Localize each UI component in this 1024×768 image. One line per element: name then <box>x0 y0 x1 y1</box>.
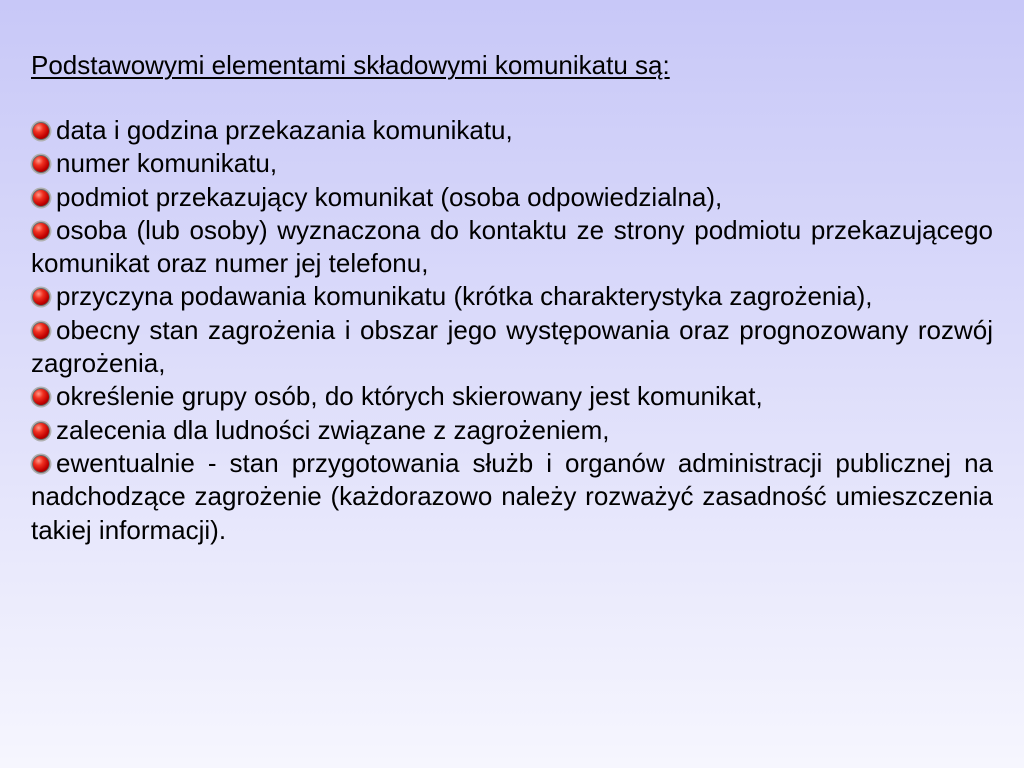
slide-heading: Podstawowymi elementami składowymi komunikatu są: <box>31 50 670 80</box>
list-item-text: przyczyna podawania komunikatu (krótka charakterystyka zagrożenia), <box>56 281 873 312</box>
bullet-list <box>31 114 993 547</box>
red-ball-bullet-icon <box>32 422 50 440</box>
list-item <box>31 214 993 281</box>
red-ball-bullet-icon <box>32 122 50 140</box>
list-item-text: data i godzina przekazania komunikatu, <box>56 115 513 145</box>
list-item <box>31 114 993 147</box>
list-item-text: numer komunikatu, <box>56 148 278 179</box>
list-item <box>31 181 993 214</box>
red-ball-bullet-icon <box>32 222 50 240</box>
slide-content <box>31 48 993 547</box>
list-item <box>31 380 993 413</box>
red-ball-bullet-icon <box>32 189 50 207</box>
list-item-text: osoba (lub osoby) wyznaczona do kontaktu ze strony podmiotu przekazującego komunikat oraz numer jej telefonu, <box>31 214 993 279</box>
red-ball-bullet-icon <box>32 288 50 306</box>
red-ball-bullet-icon <box>32 155 50 173</box>
red-ball-bullet-icon <box>32 455 50 473</box>
list-item-text: określenie grupy osób, do których skierowany jest komunikat, <box>56 381 763 412</box>
list-item-text: zalecenia dla ludności związane z zagrożeniem, <box>56 414 610 445</box>
list-item <box>31 280 993 313</box>
red-ball-bullet-icon <box>32 322 50 340</box>
red-ball-bullet-icon <box>32 388 50 406</box>
list-item <box>31 447 993 547</box>
list-item-text: podmiot przekazujący komunikat (osoba odpowiedzialna), <box>56 181 723 212</box>
list-item <box>31 147 993 180</box>
list-item <box>31 414 993 447</box>
list-item <box>31 314 993 381</box>
list-item-text: ewentualnie - stan przygotowania służb i organów administracji publicznej na nadchodzące zagrożenie (każdorazowo należy rozważyć zasadność umieszczenia takiej informacji). <box>31 447 993 545</box>
list-item-text: obecny stan zagrożenia i obszar jego występowania oraz prognozowany rozwój zagrożenia, <box>31 314 993 379</box>
